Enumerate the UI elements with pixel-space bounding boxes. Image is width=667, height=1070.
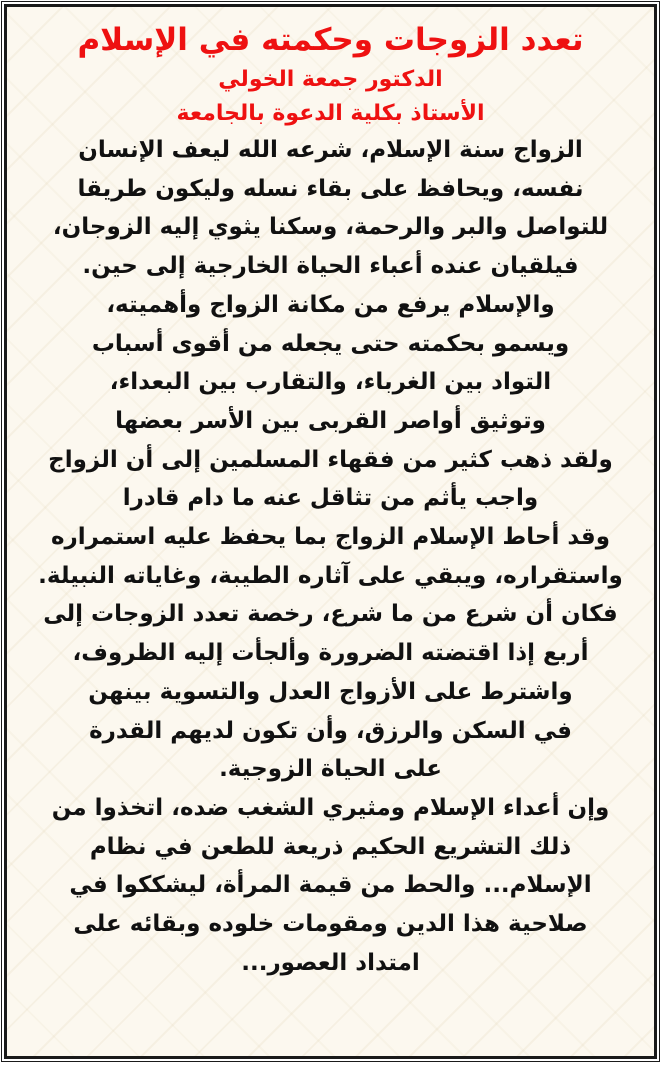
body-line: وقد أحاط الإسلام الزواج بما يحفظ عليه استمراره [50, 524, 611, 551]
body-line: نفسه، ويحافظ على بقاء نسله وليكون طريقا [77, 175, 584, 202]
body-line: ولقد ذهب كثير من فقهاء المسلمين إلى أن الزواج [48, 446, 613, 473]
body-line: ذلك التشريع الحكيم ذريعة للطعن في نظام [89, 833, 572, 860]
body-line: في السكن والرزق، وأن تكون لديهم القدرة [89, 717, 572, 744]
article-frame [4, 4, 657, 1059]
article-content [17, 17, 644, 982]
body-line: صلاحية هذا الدين ومقومات خلوده وبقائه على [73, 911, 588, 938]
body-line: واجب يأثم من تثاقل عنه ما دام قادرا [122, 485, 539, 512]
body-line: على الحياة الزوجية. [219, 756, 442, 783]
body-line: واستقراره، ويبقي على آثاره الطيبة، وغاياته النبيلة. [38, 562, 623, 589]
body-line: واشترط على الأزواج العدل والتسوية بينهن [88, 678, 573, 705]
body-line: فيلقيان عنده أعباء الحياة الخارجية إلى حين. [82, 253, 579, 280]
article-body [17, 131, 644, 982]
body-line: ويسمو بحكمته حتى يجعله من أقوى أسباب [91, 330, 570, 357]
body-line: وإن أعداء الإسلام ومثيري الشغب ضده، اتخذوا من [51, 794, 610, 821]
author-affiliation: الأستاذ بكلية الدعوة بالجامعة [176, 101, 485, 126]
body-line: التواد بين الغرباء، والتقارب بين البعداء، [109, 369, 552, 396]
body-line: امتداد العصور... [241, 949, 420, 976]
article-title: تعدد الزوجات وحكمته في الإسلام [77, 22, 584, 58]
body-line: الإسلام... والحط من قيمة المرأة، ليشككوا في [69, 872, 592, 899]
body-line: أربع إذا اقتضته الضرورة وألجأت إليه الظروف، [72, 640, 589, 667]
body-line: فكان أن شرع من ما شرع، رخصة تعدد الزوجات إلى [43, 601, 618, 628]
body-line: وتوثيق أواصر القربى بين الأسر بعضها [115, 407, 546, 434]
body-line: الزواج سنة الإسلام، شرعه الله ليعف الإنسان [78, 137, 583, 163]
body-line: للتواصل والبر والرحمة، وسكنا يثوي إليه الزوجان، [52, 214, 609, 241]
author-name: الدكتور جمعة الخولي [218, 67, 443, 92]
body-line: والإسلام يرفع من مكانة الزواج وأهميته، [106, 291, 555, 318]
